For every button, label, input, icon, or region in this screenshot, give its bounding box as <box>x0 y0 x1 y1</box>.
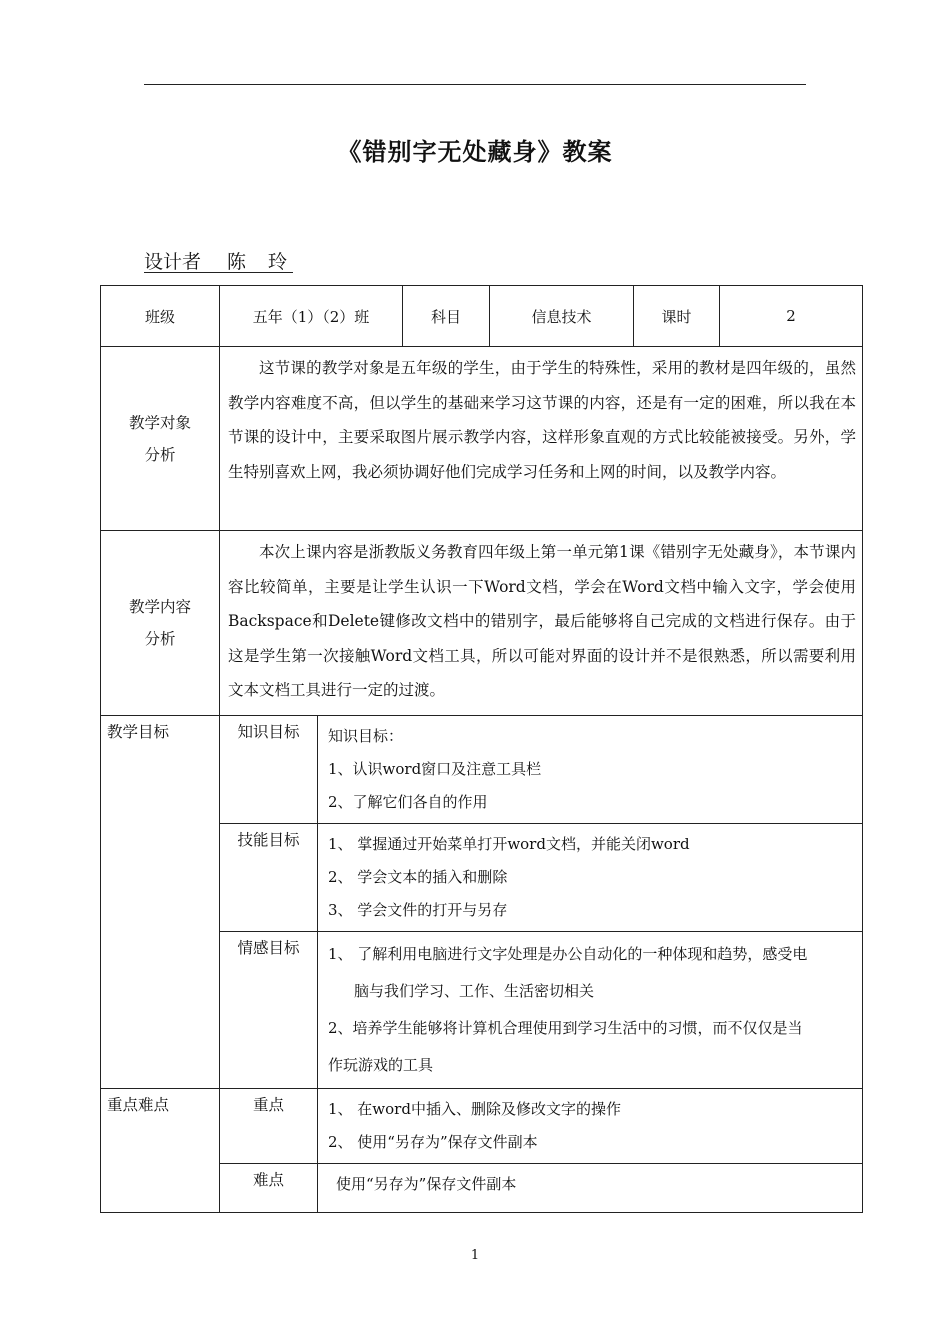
designer-name-first: 陈 <box>227 251 247 273</box>
key-point-line: 1、 在word中插入、删除及修改文字的操作 <box>328 1100 621 1118</box>
goals-label-text: 教学目标 <box>107 723 170 741</box>
subject-label: 科目 <box>403 286 490 347</box>
knowledge-goal-line: 知识目标： <box>328 727 404 745</box>
object-analysis-label-line1: 教学对象 <box>128 413 191 432</box>
object-analysis-label-line2: 分析 <box>144 445 176 464</box>
subject-value: 信息技术 <box>490 286 634 347</box>
header-rule <box>144 84 806 85</box>
emotion-goal-line-continued: 作玩游戏的工具 <box>328 1056 434 1074</box>
skill-goal-line: 3、 学会文件的打开与另存 <box>328 901 508 919</box>
goals-label <box>101 716 220 1089</box>
key-points-label <box>101 1089 220 1213</box>
document-title: 《错别字无处藏身》教案 <box>337 138 613 166</box>
skill-goal-label <box>220 824 318 932</box>
designer-name-second: 玲 <box>268 251 288 273</box>
skill-goal-lines <box>318 824 862 931</box>
object-analysis-label <box>101 347 220 531</box>
knowledge-goal-row <box>101 716 863 824</box>
emotion-goal-label <box>220 932 318 1089</box>
key-point-label <box>220 1089 318 1164</box>
skill-goal-cell <box>318 824 863 932</box>
content-analysis-row <box>101 531 863 716</box>
difficult-point-label <box>220 1164 318 1213</box>
info-row <box>101 286 863 347</box>
skill-goal-label-text: 技能目标 <box>237 831 300 849</box>
page-number: 1 <box>470 1248 480 1263</box>
content-analysis-text: 本次上课内容是浙教版义务教育四年级上第一单元第1课《错别字无处藏身》，本节课内容比较简单，主要是让学生认识一下Word文档，学会在Word文档中输入文字，学会使用Backspace和Delete键修改文档中的错别字，最后能够将自己完成的文档进行保存。由于这是学生第一次接触Word文档工具，所以可能对界面的设计并不是很熟悉，所以需要利用文本文档工具进行一定的过渡。 <box>228 543 856 699</box>
class-label: 班级 <box>101 286 220 347</box>
content-analysis-cell <box>220 531 863 716</box>
emotion-goal-line: 2、培养学生能够将计算机合理使用到学习生活中的习惯，而不仅仅是当 <box>328 1019 803 1037</box>
designer-label: 设计者 <box>144 251 202 273</box>
knowledge-goal-line: 1、认识word窗口及注意工具栏 <box>328 760 542 778</box>
content-analysis-label <box>101 531 220 716</box>
knowledge-goal-lines <box>318 716 862 823</box>
knowledge-goal-label-text: 知识目标 <box>237 723 300 741</box>
difficult-point-label-text: 难点 <box>252 1171 284 1189</box>
designer-line <box>144 252 293 273</box>
difficult-point-lines <box>318 1164 862 1205</box>
emotion-goal-cell <box>318 932 863 1089</box>
difficult-point-cell <box>318 1164 863 1213</box>
knowledge-goal-line: 2、了解它们各自的作用 <box>328 793 488 811</box>
key-point-label-text: 重点 <box>252 1096 284 1114</box>
key-point-lines <box>318 1089 862 1163</box>
key-point-row <box>101 1089 863 1164</box>
key-point-cell <box>318 1089 863 1164</box>
key-points-label-text: 重点难点 <box>107 1096 170 1114</box>
emotion-goal-lines <box>318 932 862 1088</box>
hours-label: 课时 <box>634 286 720 347</box>
lesson-plan-table <box>100 285 863 1213</box>
emotion-goal-label-text: 情感目标 <box>237 939 300 957</box>
hours-value: 2 <box>720 286 863 347</box>
skill-goal-line: 1、 掌握通过开始菜单打开word文档，并能关闭word <box>328 835 690 853</box>
content-analysis-label-line1: 教学内容 <box>128 598 191 616</box>
knowledge-goal-label <box>220 716 318 824</box>
object-analysis-cell <box>220 347 863 531</box>
emotion-goal-line-continued: 脑与我们学习、工作、生活密切相关 <box>354 982 595 1000</box>
emotion-goal-line: 1、 了解利用电脑进行文字处理是办公自动化的一种体现和趋势，感受电 <box>328 945 808 963</box>
knowledge-goal-cell <box>318 716 863 824</box>
skill-goal-line: 2、 学会文本的插入和删除 <box>328 868 508 886</box>
key-point-line: 2、 使用“另存为”保存文件副本 <box>328 1133 538 1151</box>
content-analysis-label-line2: 分析 <box>144 630 176 648</box>
object-analysis-text: 这节课的教学对象是五年级的学生，由于学生的特殊性，采用的教材是四年级的，虽然教学内容难度不高，但以学生的基础来学习这节课的内容，还是有一定的困难，所以我在本节课的设计中，主要采取图片展示教学内容，这样形象直观的方式比较能被接受。另外，学生特别喜欢上网，我必须协调好他们完成学习任务和上网的时间，以及教学内容。 <box>228 359 856 481</box>
difficult-point-text: 使用“另存为”保存文件副本 <box>336 1175 517 1193</box>
object-analysis-row <box>101 347 863 531</box>
class-value: 五年（1）（2）班 <box>220 286 403 347</box>
